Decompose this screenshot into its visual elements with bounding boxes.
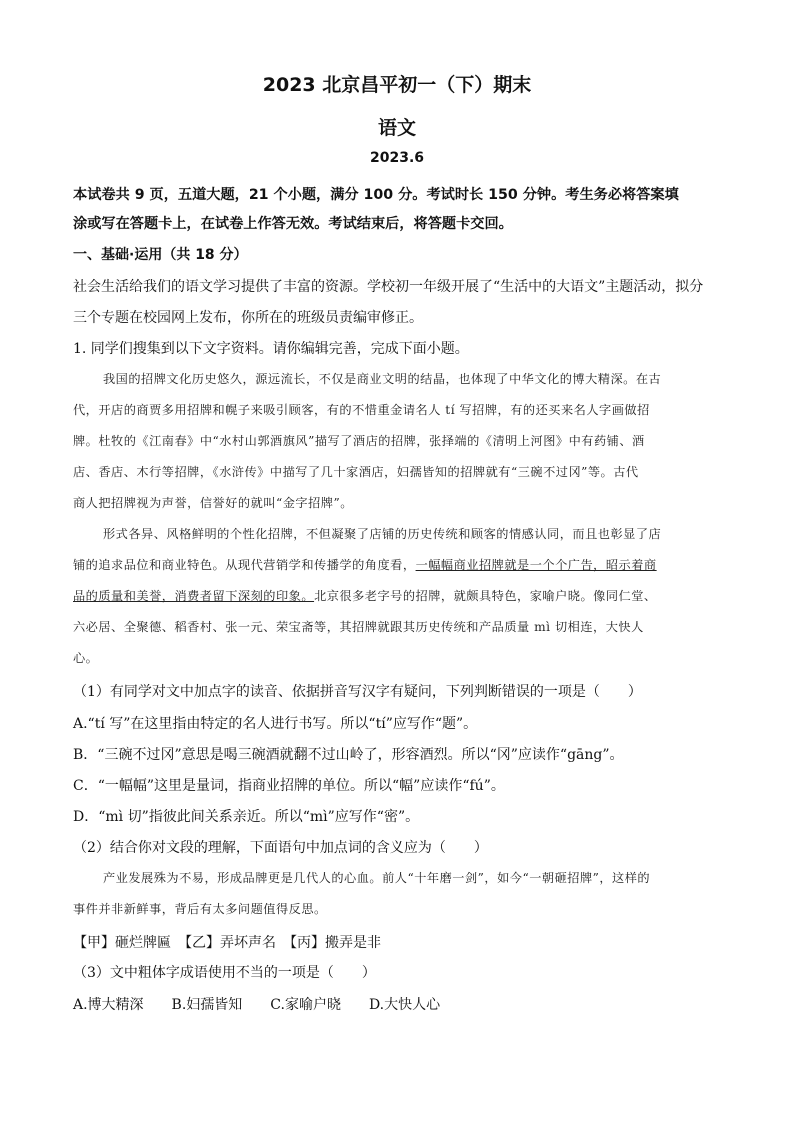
option-b: B．“三碗不过冈”意思是喝三碗酒就翻不过山岭了，形容酒烈。所以“冈”应读作“gāng”。	[73, 747, 624, 763]
question-1: 1. 同学们搜集到以下文字资料。请你编辑完善，完成下面小题。	[73, 341, 469, 357]
passage-line: 代，开店的商贾多用招牌和幌子来吸引顾客，有的不惜重金请名人 tí 写招牌，有的还买来名人字画做招	[73, 403, 650, 417]
passage-line: 我国的招牌文化历史悠久，源远流长，不仅是商业文明的结晶，也体现了中华文化的博大精深。在古	[103, 372, 662, 386]
passage-line	[73, 587, 723, 604]
passage-line: 牌。杜牧的《江南春》中“水村山郭酒旗风”描写了酒店的招牌，张择端的《清明上河图》中有药铺、酒	[73, 434, 645, 448]
subquestion-1: （1）有同学对文中加点字的读音、依据拼音写汉字有疑问，下列判断错误的一项是（ ）	[73, 684, 642, 700]
passage-text: 铺的追求品位和商业特色。从现代营销学和传播学的角度看，	[73, 558, 416, 572]
idiom-options: A.博大精深 B.妇孺皆知 C.家喻户晓 D.大快人心	[73, 997, 441, 1013]
passage-line	[73, 556, 723, 573]
underlined-sentence: 一幅幅商业招牌就是一个个广告，昭示着商	[415, 558, 657, 572]
passage-line: 商人把招牌视为声誉，信誉好的就叫“金字招牌”。	[73, 496, 353, 510]
exam-subject: 语文	[377, 117, 416, 139]
option-a: A.“tí 写”在这里指由特定的名人进行书写。所以“tí”应写作“题”。	[73, 716, 478, 732]
underlined-sentence: 品的质量和美誉，消费者留下深刻的印象。	[73, 589, 315, 603]
passage-line: 六必居、全聚德、稻香村、张一元、荣宝斋等，其招牌就跟其历史传统和产品质量 mì 切相连，大快人	[73, 620, 644, 634]
intro-line-1: 本试卷共 9 页，五道大题，21 个小题，满分 100 分。考试时长 150 分钟。考生务必将答案填	[73, 187, 679, 203]
context-line-1: 社会生活给我们的语文学习提供了丰富的资源。学校初一年级开展了“生活中的大语文”主题活动，拟分	[73, 279, 704, 295]
passage-text: 北京很多老字号的招牌，就颇具特色，家喻户晓。像同仁堂、	[314, 589, 657, 603]
passage-line: 店、香店、木行等招牌，《水浒传》中描写了几十家酒店，妇孺皆知的招牌就有“三碗不过冈”等。古代	[73, 465, 639, 479]
exam-title: 2023 北京昌平初一（下）期末	[262, 74, 532, 96]
passage-line: 事件并非新鲜事，背后有太多问题值得反思。	[73, 902, 327, 916]
passage-line: 产业发展殊为不易，形成品牌更是几代人的心血。前人“十年磨一剑”，如今“一朝砸招牌”，这样的	[103, 871, 651, 885]
intro-line-2: 涂或写在答题卡上，在试卷上作答无效。考试结束后，将答题卡交回。	[73, 216, 513, 232]
option-c: C．“一幅幅”这里是量词，指商业招牌的单位。所以“幅”应读作“fú”。	[73, 778, 505, 794]
exam-date: 2023.6	[369, 150, 425, 166]
passage-line: 心。	[73, 651, 99, 665]
subquestion-2: （2）结合你对文段的理解，下面语句中加点词的含义应为（ ）	[73, 840, 488, 856]
section-heading: 一、基础·运用（共 18 分）	[73, 247, 248, 263]
context-line-2: 三个专题在校园网上发布，你所在的班级员责编审修正。	[73, 310, 423, 326]
passage-line: 形式各异、风格鲜明的个性化招牌，不但凝聚了店铺的历史传统和顾客的情感认同，而且也彰显了店	[103, 527, 662, 541]
subquestion-3: （3）文中粗体字成语使用不当的一项是（ ）	[73, 965, 376, 981]
option-d: D．“mì 切”指彼此间关系亲近。所以“mì”应写作“密”。	[73, 809, 420, 825]
meaning-choices: 【甲】砸烂牌匾 【乙】弄坏声名 【丙】搬弄是非	[73, 935, 381, 951]
